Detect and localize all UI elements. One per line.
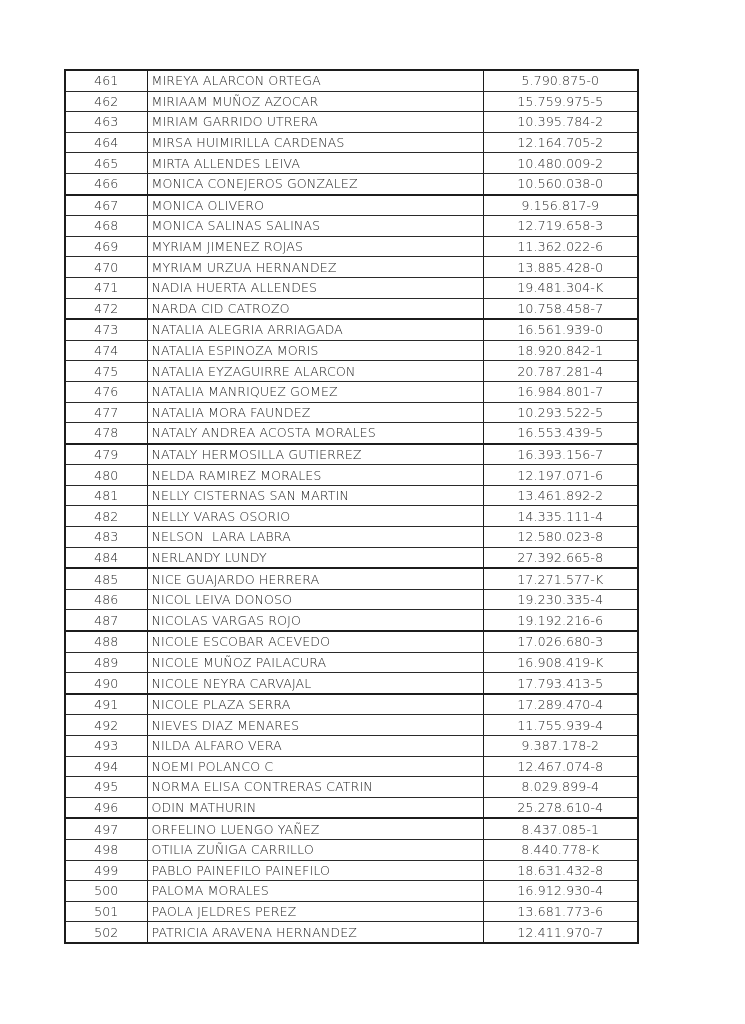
table-row <box>65 465 638 486</box>
person-name-cell: MYRIAM JIMENEZ ROJAS <box>147 236 483 257</box>
row-number-cell: 463 <box>65 112 147 133</box>
row-number-cell: 480 <box>65 465 147 486</box>
person-name-cell: NARDA CID CATROZO <box>147 298 483 319</box>
rut-cell: 19.192.216-6 <box>483 610 638 631</box>
rut-cell: 16.393.156-7 <box>483 444 638 465</box>
row-number-cell: 483 <box>65 527 147 548</box>
rut-cell: 16.561.939-0 <box>483 319 638 340</box>
person-name-cell: NATALIA EYZAGUIRRE ALARCON <box>147 361 483 382</box>
person-name-cell: MONICA OLIVERO <box>147 195 483 216</box>
table-row <box>65 216 638 237</box>
row-number-cell: 472 <box>65 298 147 319</box>
rut-cell: 17.793.413-5 <box>483 673 638 694</box>
person-name-cell: NICOLE ESCOBAR ACEVEDO <box>147 631 483 652</box>
person-name-cell: NATALIA MANRIQUEZ GOMEZ <box>147 381 483 402</box>
person-name-cell: NICOLE NEYRA CARVAJAL <box>147 673 483 694</box>
rut-cell: 17.289.470-4 <box>483 694 638 715</box>
table-row <box>65 195 638 216</box>
row-number-cell: 467 <box>65 195 147 216</box>
person-name-cell: ODIN MATHURIN <box>147 797 483 818</box>
table-row <box>65 839 638 860</box>
table-row <box>65 797 638 818</box>
row-number-cell: 499 <box>65 860 147 881</box>
table-row <box>65 277 638 298</box>
rut-cell: 10.758.458-7 <box>483 298 638 319</box>
rut-cell: 12.580.023-8 <box>483 527 638 548</box>
rut-cell: 12.411.970-7 <box>483 922 638 943</box>
table-row <box>65 901 638 922</box>
person-name-cell: PALOMA MORALES <box>147 881 483 902</box>
rut-cell: 13.681.773-6 <box>483 901 638 922</box>
roster-table <box>64 69 639 944</box>
row-number-cell: 475 <box>65 361 147 382</box>
rut-cell: 8.437.085-1 <box>483 818 638 839</box>
row-number-cell: 479 <box>65 444 147 465</box>
table-row <box>65 91 638 112</box>
row-number-cell: 498 <box>65 839 147 860</box>
row-number-cell: 502 <box>65 922 147 943</box>
row-number-cell: 481 <box>65 485 147 506</box>
table-row <box>65 70 638 91</box>
table-row <box>65 319 638 340</box>
rut-cell: 19.230.335-4 <box>483 589 638 610</box>
row-number-cell: 476 <box>65 381 147 402</box>
person-name-cell: NORMA ELISA CONTRERAS CATRIN <box>147 777 483 798</box>
rut-cell: 16.984.801-7 <box>483 381 638 402</box>
rut-cell: 25.278.610-4 <box>483 797 638 818</box>
person-name-cell: PAOLA JELDRES PEREZ <box>147 901 483 922</box>
roster-table-body <box>65 70 638 943</box>
rut-cell: 8.440.778-K <box>483 839 638 860</box>
person-name-cell: NADIA HUERTA ALLENDES <box>147 277 483 298</box>
person-name-cell: NICOLE MUÑOZ PAILACURA <box>147 652 483 673</box>
rut-cell: 16.553.439-5 <box>483 423 638 444</box>
row-number-cell: 487 <box>65 610 147 631</box>
rut-cell: 17.271.577-K <box>483 568 638 589</box>
table-row <box>65 485 638 506</box>
table-row <box>65 610 638 631</box>
person-name-cell: PATRICIA ARAVENA HERNANDEZ <box>147 922 483 943</box>
row-number-cell: 491 <box>65 694 147 715</box>
table-row <box>65 257 638 278</box>
person-name-cell: NELLY CISTERNAS SAN MARTIN <box>147 485 483 506</box>
person-name-cell: NICE GUAJARDO HERRERA <box>147 568 483 589</box>
person-name-cell: ORFELINO LUENGO YAÑEZ <box>147 818 483 839</box>
row-number-cell: 474 <box>65 340 147 361</box>
rut-cell: 18.920.842-1 <box>483 340 638 361</box>
person-name-cell: MIRIAM GARRIDO UTRERA <box>147 112 483 133</box>
table-row <box>65 777 638 798</box>
rut-cell: 12.164.705-2 <box>483 132 638 153</box>
table-row <box>65 340 638 361</box>
person-name-cell: MONICA CONEJEROS GONZALEZ <box>147 173 483 194</box>
person-name-cell: MIRSA HUIMIRILLA CARDENAS <box>147 132 483 153</box>
table-row <box>65 631 638 652</box>
person-name-cell: NELSON LARA LABRA <box>147 527 483 548</box>
rut-cell: 5.790.875-0 <box>483 70 638 91</box>
row-number-cell: 490 <box>65 673 147 694</box>
row-number-cell: 493 <box>65 736 147 757</box>
row-number-cell: 495 <box>65 777 147 798</box>
table-row <box>65 112 638 133</box>
rut-cell: 11.362.022-6 <box>483 236 638 257</box>
table-row <box>65 881 638 902</box>
rut-cell: 12.197.071-6 <box>483 465 638 486</box>
rut-cell: 12.719.658-3 <box>483 216 638 237</box>
row-number-cell: 494 <box>65 756 147 777</box>
row-number-cell: 477 <box>65 402 147 423</box>
table-row <box>65 298 638 319</box>
row-number-cell: 496 <box>65 797 147 818</box>
person-name-cell: MYRIAM URZUA HERNANDEZ <box>147 257 483 278</box>
table-row <box>65 381 638 402</box>
person-name-cell: MIREYA ALARCON ORTEGA <box>147 70 483 91</box>
row-number-cell: 488 <box>65 631 147 652</box>
row-number-cell: 461 <box>65 70 147 91</box>
table-row <box>65 153 638 174</box>
row-number-cell: 464 <box>65 132 147 153</box>
rut-cell: 8.029.899-4 <box>483 777 638 798</box>
person-name-cell: NERLANDY LUNDY <box>147 547 483 568</box>
table-row <box>65 423 638 444</box>
row-number-cell: 465 <box>65 153 147 174</box>
table-row <box>65 547 638 568</box>
rut-cell: 20.787.281-4 <box>483 361 638 382</box>
table-row <box>65 402 638 423</box>
table-row <box>65 922 638 943</box>
person-name-cell: MIRTA ALLENDES LEIVA <box>147 153 483 174</box>
row-number-cell: 478 <box>65 423 147 444</box>
rut-cell: 16.908.419-K <box>483 652 638 673</box>
rut-cell: 19.481.304-K <box>483 277 638 298</box>
table-row <box>65 736 638 757</box>
table-row <box>65 527 638 548</box>
row-number-cell: 466 <box>65 173 147 194</box>
person-name-cell: OTILIA ZUÑIGA CARRILLO <box>147 839 483 860</box>
row-number-cell: 486 <box>65 589 147 610</box>
table-row <box>65 568 638 589</box>
rut-cell: 9.156.817-9 <box>483 195 638 216</box>
person-name-cell: PABLO PAINEFILO PAINEFILO <box>147 860 483 881</box>
person-name-cell: MONICA SALINAS SALINAS <box>147 216 483 237</box>
rut-cell: 16.912.930-4 <box>483 881 638 902</box>
table-row <box>65 361 638 382</box>
person-name-cell: NATALY HERMOSILLA GUTIERREZ <box>147 444 483 465</box>
row-number-cell: 485 <box>65 568 147 589</box>
row-number-cell: 468 <box>65 216 147 237</box>
rut-cell: 10.293.522-5 <box>483 402 638 423</box>
person-name-cell: NICOLAS VARGAS ROJO <box>147 610 483 631</box>
table-row <box>65 652 638 673</box>
person-name-cell: NELDA RAMIREZ MORALES <box>147 465 483 486</box>
rut-cell: 17.026.680-3 <box>483 631 638 652</box>
rut-cell: 13.461.892-2 <box>483 485 638 506</box>
person-name-cell: NIEVES DIAZ MENARES <box>147 715 483 736</box>
rut-cell: 10.560.038-0 <box>483 173 638 194</box>
table-row <box>65 756 638 777</box>
person-name-cell: NICOLE PLAZA SERRA <box>147 694 483 715</box>
row-number-cell: 501 <box>65 901 147 922</box>
rut-cell: 27.392.665-8 <box>483 547 638 568</box>
table-row <box>65 132 638 153</box>
rut-cell: 14.335.111-4 <box>483 506 638 527</box>
person-name-cell: NATALIA ALEGRIA ARRIAGADA <box>147 319 483 340</box>
person-name-cell: NOEMI POLANCO C <box>147 756 483 777</box>
row-number-cell: 469 <box>65 236 147 257</box>
table-row <box>65 506 638 527</box>
table-row <box>65 818 638 839</box>
person-name-cell: NELLY VARAS OSORIO <box>147 506 483 527</box>
rut-cell: 10.395.784-2 <box>483 112 638 133</box>
row-number-cell: 462 <box>65 91 147 112</box>
row-number-cell: 482 <box>65 506 147 527</box>
person-name-cell: NATALIA MORA FAUNDEZ <box>147 402 483 423</box>
rut-cell: 13.885.428-0 <box>483 257 638 278</box>
row-number-cell: 500 <box>65 881 147 902</box>
person-name-cell: NILDA ALFARO VERA <box>147 736 483 757</box>
rut-cell: 12.467.074-8 <box>483 756 638 777</box>
person-name-cell: NATALIA ESPINOZA MORIS <box>147 340 483 361</box>
table-row <box>65 444 638 465</box>
row-number-cell: 473 <box>65 319 147 340</box>
row-number-cell: 470 <box>65 257 147 278</box>
person-name-cell: MIRIAAM MUÑOZ AZOCAR <box>147 91 483 112</box>
table-row <box>65 694 638 715</box>
table-row <box>65 589 638 610</box>
person-name-cell: NATALY ANDREA ACOSTA MORALES <box>147 423 483 444</box>
row-number-cell: 497 <box>65 818 147 839</box>
table-row <box>65 673 638 694</box>
table-row <box>65 860 638 881</box>
row-number-cell: 489 <box>65 652 147 673</box>
rut-cell: 10.480.009-2 <box>483 153 638 174</box>
row-number-cell: 492 <box>65 715 147 736</box>
rut-cell: 11.755.939-4 <box>483 715 638 736</box>
table-row <box>65 236 638 257</box>
rut-cell: 18.631.432-8 <box>483 860 638 881</box>
row-number-cell: 484 <box>65 547 147 568</box>
row-number-cell: 471 <box>65 277 147 298</box>
table-row <box>65 715 638 736</box>
table-row <box>65 173 638 194</box>
person-name-cell: NICOL LEIVA DONOSO <box>147 589 483 610</box>
rut-cell: 15.759.975-5 <box>483 91 638 112</box>
rut-cell: 9.387.178-2 <box>483 736 638 757</box>
